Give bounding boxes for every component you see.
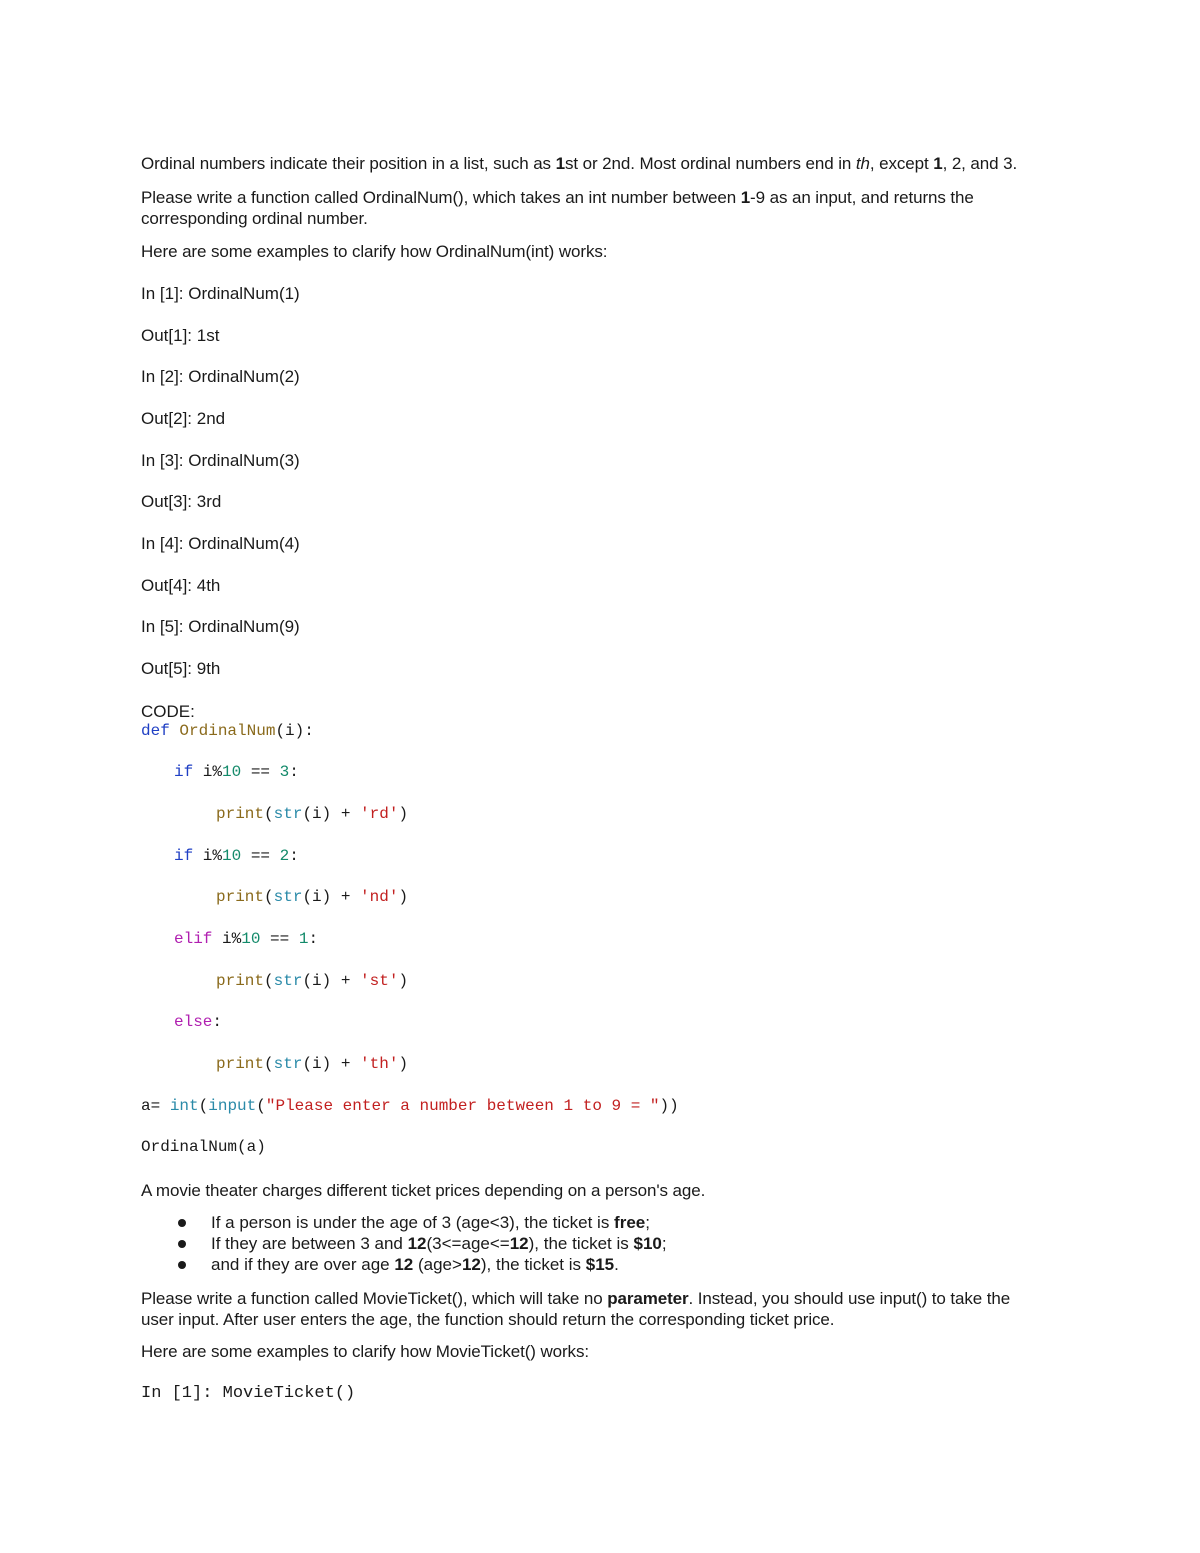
code-text: ( <box>264 805 274 823</box>
code-text: ( <box>198 1097 209 1115</box>
example-line: In [2]: OrdinalNum(2) <box>141 367 300 386</box>
code-text: == <box>260 930 299 948</box>
code-text: ) <box>398 972 409 990</box>
code-keyword: if <box>174 763 194 781</box>
code-builtin: print <box>216 972 265 990</box>
movie-paragraph-2 <box>141 1288 1010 1330</box>
code-line-if-3 <box>174 762 299 783</box>
text-bold: $10 <box>633 1234 662 1253</box>
code-line-def <box>141 721 314 742</box>
text: user input. After user enters the age, the function should return the corresponding ticket price. <box>141 1310 835 1329</box>
code-line-print-nd <box>216 887 408 908</box>
code-text: i% <box>193 763 223 781</box>
text: . Instead, you should use input() to take the <box>688 1289 1011 1308</box>
example-line: Out[1]: 1st <box>141 326 220 345</box>
code-keyword: if <box>174 847 194 865</box>
code-text: ( <box>264 888 274 906</box>
example-line: Out[4]: 4th <box>141 576 221 595</box>
code-text: ( <box>264 1055 274 1073</box>
text-bold: free <box>614 1213 646 1232</box>
text-bold: 12 <box>509 1234 529 1253</box>
code-string: "Please enter a number between 1 to 9 = " <box>265 1097 660 1115</box>
code-line-call: OrdinalNum(a) <box>141 1138 266 1156</box>
code-text: (i) + <box>302 805 361 823</box>
code-text: a= <box>141 1097 170 1115</box>
code-line-print-th <box>216 1054 408 1075</box>
code-text: ) <box>398 805 409 823</box>
text-bold: 12 <box>407 1234 427 1253</box>
text: corresponding ordinal number. <box>141 209 368 228</box>
code-text: : <box>289 763 299 781</box>
code-builtin: str <box>273 1055 303 1073</box>
code-number: 10 <box>222 847 242 865</box>
text: st or 2nd. Most ordinal numbers end in <box>564 154 856 173</box>
text: (3<=age<= <box>426 1234 510 1253</box>
example-line: Out[2]: 2nd <box>141 409 226 428</box>
code-text: == <box>241 763 280 781</box>
text: Ordinal numbers indicate their position in a list, such as <box>141 154 556 173</box>
text-bold: $15 <box>585 1255 615 1274</box>
text-bold: 12 <box>394 1255 414 1274</box>
code-text: (i) + <box>302 888 361 906</box>
text: , except <box>869 154 934 173</box>
text-bold: 1 <box>933 154 943 173</box>
intro-paragraph-2 <box>141 187 974 229</box>
code-label: CODE: <box>141 702 195 721</box>
code-string: 'st' <box>360 972 399 990</box>
example-line: In [1]: OrdinalNum(1) <box>141 284 300 303</box>
code-builtin: str <box>273 805 303 823</box>
example-line: Out[5]: 9th <box>141 659 221 678</box>
code-text: (i): <box>275 722 314 740</box>
code-function-name: OrdinalNum <box>179 722 276 740</box>
code-builtin: print <box>216 888 265 906</box>
text: If they are between 3 and <box>211 1234 408 1253</box>
code-line-print-st <box>216 971 408 992</box>
code-text: )) <box>659 1097 679 1115</box>
text: Please write a function called OrdinalNum(), which takes an int number between <box>141 188 741 207</box>
text: ; <box>661 1234 667 1253</box>
code-text: ( <box>256 1097 266 1115</box>
code-text: i% <box>212 930 242 948</box>
code-builtin: str <box>273 972 303 990</box>
code-builtin: print <box>216 1055 265 1073</box>
code-text: : <box>289 847 299 865</box>
code-number: 1 <box>298 930 309 948</box>
code-builtin: int <box>169 1097 199 1115</box>
code-number: 3 <box>279 763 290 781</box>
bullet-icon <box>178 1219 186 1227</box>
bullet-icon <box>178 1240 186 1248</box>
code-text: : <box>212 1013 223 1031</box>
code-line-else <box>174 1012 222 1033</box>
text-bold: 12 <box>461 1255 481 1274</box>
list-item <box>141 1212 1071 1233</box>
intro-paragraph-3: Here are some examples to clarify how OrdinalNum(int) works: <box>141 242 608 261</box>
example-line: In [5]: OrdinalNum(9) <box>141 617 300 636</box>
text-bold: 1 <box>740 188 751 207</box>
text: , 2, and 3. <box>942 154 1018 173</box>
code-builtin: input <box>208 1097 257 1115</box>
text: Please write a function called MovieTicket(), which will take no <box>141 1289 608 1308</box>
movie-paragraph-1: A movie theater charges different ticket prices depending on a person's age. <box>141 1181 706 1200</box>
code-text: ) <box>398 888 409 906</box>
example-line: In [4]: OrdinalNum(4) <box>141 534 300 553</box>
code-line-print-rd <box>216 804 408 825</box>
text-italic: th <box>855 154 870 173</box>
intro-paragraph-1 <box>141 153 1017 174</box>
example-line: In [3]: OrdinalNum(3) <box>141 451 300 470</box>
code-string: 'nd' <box>360 888 399 906</box>
code-number: 10 <box>241 930 261 948</box>
example-line: Out[3]: 3rd <box>141 492 222 511</box>
code-text: == <box>241 847 280 865</box>
bullet-icon <box>178 1261 186 1269</box>
code-text: : <box>308 930 319 948</box>
code-text: ) <box>398 1055 409 1073</box>
code-string: 'rd' <box>360 805 399 823</box>
code-text: (i) + <box>302 1055 361 1073</box>
code-keyword: elif <box>174 930 213 948</box>
code-number: 2 <box>279 847 290 865</box>
text: ), the ticket is <box>480 1255 586 1274</box>
code-text: i% <box>193 847 223 865</box>
code-keyword: def <box>141 722 170 740</box>
text: -9 as an input, and returns the <box>750 188 974 207</box>
code-text: (i) + <box>302 972 361 990</box>
text-bold: parameter <box>607 1289 689 1308</box>
code-line-input <box>141 1096 679 1117</box>
text: ), the ticket is <box>528 1234 634 1253</box>
text: If a person is under the age of 3 (age<3), the ticket is <box>211 1213 615 1232</box>
code-line-elif-1 <box>174 929 318 950</box>
code-keyword: else <box>174 1013 213 1031</box>
code-line-if-2 <box>174 846 299 867</box>
code-string: 'th' <box>360 1055 399 1073</box>
text: and if they are over age <box>211 1255 395 1274</box>
code-builtin: print <box>216 805 265 823</box>
movie-example-line: In [1]: MovieTicket() <box>141 1384 356 1403</box>
price-list <box>141 1212 1071 1275</box>
code-text: ( <box>264 972 274 990</box>
movie-paragraph-3: Here are some examples to clarify how MovieTicket() works: <box>141 1342 589 1361</box>
text: ; <box>645 1213 650 1232</box>
list-item <box>141 1233 1071 1254</box>
code-number: 10 <box>222 763 242 781</box>
text-bold: 1 <box>555 154 565 173</box>
text: (age> <box>413 1255 462 1274</box>
text: . <box>614 1255 619 1274</box>
list-item <box>141 1254 1071 1275</box>
code-builtin: str <box>273 888 303 906</box>
